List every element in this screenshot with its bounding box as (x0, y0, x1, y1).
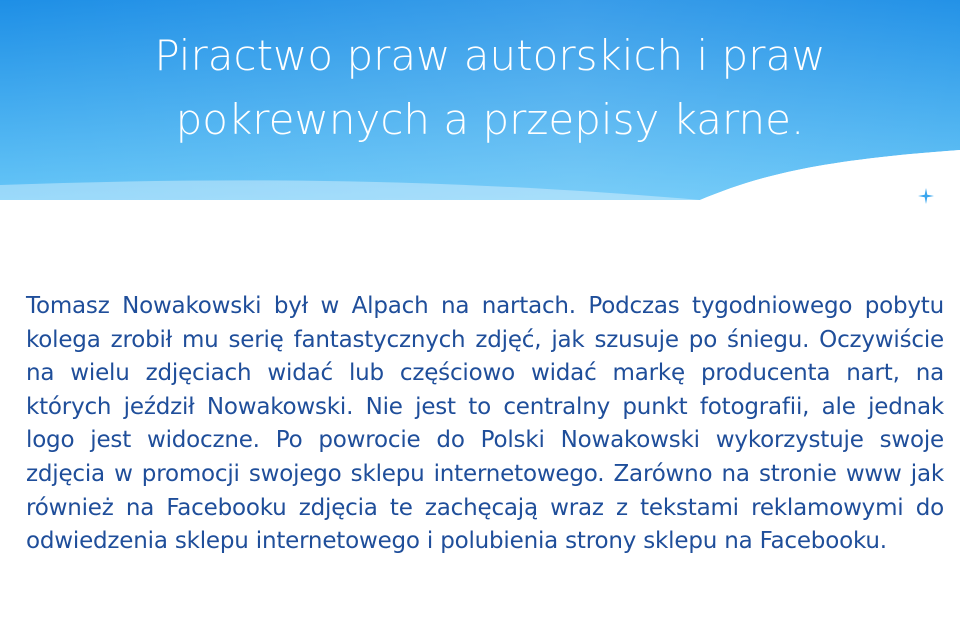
slide-title (60, 24, 920, 152)
body-paragraph: Tomasz Nowakowski był w Alpach na nartach. Podczas tygodniowego pobytu kolega zrobił mu serię fantastycznych zdjęć, jak szusuje po śniegu. Oczywiście na wielu zdjęciach widać lub częściowo widać markę producenta nart, na których jeździł Nowakowski. Nie jest to centralny punkt fotografii, ale jednak logo jest widoczne. Po powrocie do Polski Nowakowski wykorzystuje swoje zdjęcia w promocji swojego sklepu internetowego. Zarówno na stronie www jak również na Facebooku zdjęcia te zachęcają wraz z tekstami reklamowymi do odwiedzenia sklepu internetowego i polubienia strony sklepu na Facebooku. (26, 293, 944, 555)
title-line-2: pokrewnych a przepisy karne. (175, 95, 805, 144)
title-line-1: Piractwo praw autorskich i praw (154, 31, 826, 80)
sparkle-icon (918, 188, 934, 204)
